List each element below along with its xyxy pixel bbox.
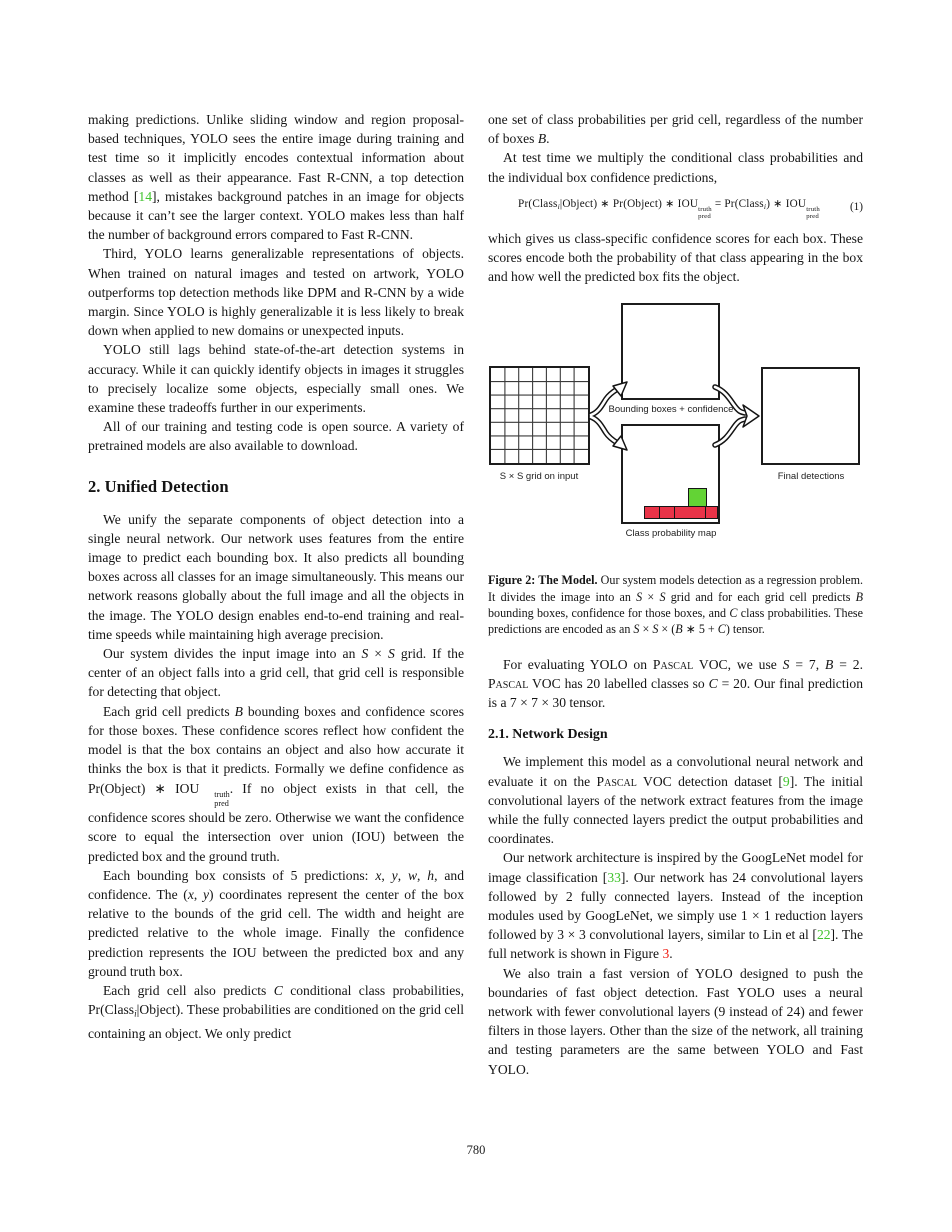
text-segment: Each grid cell predicts	[103, 703, 235, 719]
right-column	[488, 110, 863, 1079]
citation-link[interactable]: 22	[816, 927, 831, 943]
figure-2-caption	[488, 572, 863, 638]
class-map-red-cell	[644, 506, 660, 519]
text-segment: B	[855, 589, 864, 604]
text-segment: ]. The initial convolutional layers of the network extract features from the image while the fully connected layers predict the output probabilities and coordinates.	[488, 773, 863, 847]
text-segment: h	[427, 867, 435, 883]
text-segment: ) tensor.	[725, 622, 765, 637]
citation-link[interactable]: 33	[607, 869, 621, 885]
text-segment: = 20. Our final prediction is a 7 × 7 × 30 tensor.	[488, 676, 863, 711]
math-sup-sub: truth pred	[806, 205, 820, 220]
text-segment: conditional class probabilities, Pr(Class	[88, 982, 464, 1018]
citation-link[interactable]: 14	[138, 188, 152, 204]
class-map-red-cell	[659, 506, 675, 519]
paragraph	[488, 848, 863, 963]
text-segment: making predictions. Unlike sliding window and region proposal-based techniques, YOLO sees the entire image during training and test time so it implicitly encodes contextual information about classes as well as their appearance. Fast R-CNN, a top detection method [	[88, 112, 464, 204]
text-segment: Our system divides the input image into an	[103, 646, 362, 662]
text-segment: = 7,	[789, 656, 826, 672]
text-segment: x	[375, 867, 382, 883]
text-segment: grid. If the center of an object falls into a grid cell, that grid cell is responsible for detecting that object.	[88, 646, 464, 700]
text-segment: ×	[368, 646, 389, 662]
text-segment: . If no object exists in that cell, the confidence scores should be zero. Otherwise we want the confidence score to equal the intersection over union (IOU) between the predicted box and the ground truth.	[88, 780, 464, 864]
text-segment: We implement this model as a convolutional neural network and evaluate it on the	[488, 754, 863, 789]
section-heading: 2. Unified Detection	[88, 476, 229, 496]
text-segment: ) coordinates represent the center of the box relative to the bounds of the grid cell. The width and height are predicted relative to the whole image. Finally the confidence prediction represents the IOU between the predicted box and any ground truth box.	[88, 886, 464, 979]
text-segment: B	[825, 656, 834, 672]
text-segment: S	[388, 646, 395, 662]
paragraph	[88, 417, 464, 455]
text-segment: ) ∗ IOU	[766, 197, 807, 210]
text-segment: YOLO still lags behind state-of-the-art detection systems in accuracy. While it can quickly identify objects in images it struggles to precisely localize some objects, especially small ones. We examine these tradeoffs further in our experiments.	[88, 342, 464, 416]
text-segment: Our network architecture is inspired by the GoogLeNet model for image classification [	[488, 850, 863, 885]
figure-2-model	[488, 300, 863, 546]
paragraph	[88, 110, 464, 244]
text-segment: , and confidence. The (	[88, 867, 464, 902]
class-map-red-cell	[705, 506, 718, 519]
class-map-red-cell	[674, 506, 706, 519]
bounding-boxes-box	[621, 303, 720, 400]
text-segment: Each bounding box consists of 5 predictions:	[103, 867, 376, 883]
paragraph	[88, 866, 464, 981]
text-segment: ×	[642, 589, 660, 604]
text-segment: Our system models detection as a regression problem. It divides the image into an	[488, 573, 864, 604]
text-segment: ]. The full network is shown in Figure	[488, 927, 863, 962]
page-number: 780	[466, 1143, 486, 1157]
math-sup-sub: truth pred	[214, 789, 230, 808]
left-column	[88, 110, 464, 1043]
paragraph	[88, 340, 464, 417]
text-segment: S	[636, 589, 643, 604]
text-segment: B	[537, 131, 547, 147]
text-segment: VOC, we use	[693, 656, 783, 672]
text-segment: VOC detection dataset [	[636, 773, 783, 789]
text-segment: S	[659, 589, 666, 604]
text-segment: ,	[417, 867, 428, 883]
text-segment: All of our training and testing code is open source. A variety of pretrained models are also available to download.	[88, 419, 464, 454]
text-segment: Pascal	[596, 773, 637, 789]
final-detections-box	[761, 367, 860, 465]
text-segment: = Pr(Class	[711, 197, 764, 210]
paragraph	[488, 229, 863, 287]
text-segment: i	[134, 1008, 137, 1019]
text-segment: ∗ 5 +	[682, 622, 718, 637]
text-segment: B	[675, 622, 683, 637]
text-segment: ,	[397, 867, 408, 883]
bounding-boxes-label: Bounding boxes + confidence	[608, 404, 734, 416]
text-segment: class probabilities. These predictions are encoded as an	[488, 606, 864, 637]
paragraph	[488, 655, 863, 713]
text-segment: C	[729, 606, 738, 621]
equation-1	[488, 195, 863, 220]
text-segment: Figure 2: The Model.	[488, 573, 598, 588]
text-segment: |Object). These probabilities are conditioned on the grid cell containing an object. We only predict	[88, 1002, 464, 1041]
section-heading: 2.1. Network Design	[488, 727, 608, 743]
text-segment: |Object) ∗ Pr(Object) ∗ IOU	[559, 197, 699, 210]
text-segment: i	[763, 201, 767, 211]
paragraph	[88, 702, 464, 866]
figure-reference-link[interactable]: 3	[662, 946, 670, 962]
class-probability-map-box	[621, 424, 720, 524]
text-segment: We unify the separate components of object detection into a single neural network. Our network uses features from the entire image to predict each bounding box. It also predicts all bounding boxes across all classes for an image simultaneously. This means our network reasons globally about the full image and all the objects in the image. The YOLO design enables end-to-end training and real-time speeds while maintaining high average precision.	[88, 511, 464, 642]
text-segment: y	[202, 886, 210, 902]
class-probability-map-label: Class probability map	[625, 528, 717, 540]
text-segment: ,	[381, 867, 392, 883]
paragraph	[488, 148, 863, 186]
paragraph	[88, 244, 464, 340]
text-segment: bounding boxes, confidence for those boxes, and	[488, 606, 730, 621]
text-segment: w	[407, 867, 418, 883]
paragraph	[88, 644, 464, 702]
text-segment: For evaluating YOLO on	[503, 656, 653, 672]
text-segment: Each grid cell also predicts	[103, 982, 274, 998]
right-column-bottom-text	[488, 655, 863, 1079]
text-segment: We also train a fast version of YOLO designed to push the boundaries of fast object detection. Fast YOLO uses a neural network with fewer convolutional layers (9 instead of 24) and fewer filters in those layers. Other than the size of the network, all training and testing parameters are the same between YOLO and Fast YOLO.	[488, 965, 863, 1077]
class-map-green-cell	[688, 488, 707, 507]
text-segment: i	[557, 201, 560, 211]
grid-lines	[491, 368, 588, 463]
text-segment: ×	[639, 622, 653, 637]
text-segment: S	[361, 646, 369, 662]
text-segment: x	[187, 886, 194, 902]
text-segment: y	[391, 867, 398, 883]
text-segment: .	[546, 131, 550, 147]
text-segment: = 2.	[833, 656, 863, 672]
text-segment: S	[782, 656, 790, 672]
equation-number: (1)	[849, 200, 863, 213]
text-segment: ], mistakes background patches in an image for objects because it can’t see the larger context. YOLO makes less than half the number of background errors compared to Fast R-CNN.	[88, 188, 465, 243]
text-segment: .	[669, 946, 673, 962]
sxs-grid-box	[489, 366, 590, 465]
text-segment: Pascal	[488, 676, 529, 692]
paragraph	[488, 110, 863, 148]
grid-input-label: S × S grid on input	[499, 471, 579, 483]
text-segment: C	[708, 676, 718, 692]
equation-body	[488, 195, 850, 220]
text-segment: grid and for each grid cell predicts	[665, 589, 856, 604]
text-segment: C	[717, 622, 726, 637]
text-segment: Pr(Class	[518, 197, 558, 210]
text-segment: bounding boxes and confidence scores for those boxes. These confidence scores reflect how confident the model is that the box contains an object and also how accurate it thinks the box is that it predicts. Formally we define confidence as Pr(Object) ∗ IOU	[88, 703, 464, 796]
text-segment: which gives us class-specific confidence scores for each box. These scores encode both the probability of that class appearing in the box and how well the predicted box fits the object.	[488, 230, 863, 284]
final-detections-label: Final detections	[777, 471, 845, 483]
text-segment: S	[652, 622, 659, 637]
text-segment: Pascal	[652, 656, 694, 672]
citation-link[interactable]: 9	[782, 773, 790, 789]
text-segment: VOC has 20 labelled classes so	[528, 676, 709, 692]
text-segment: B	[234, 703, 243, 719]
text-segment: S	[633, 622, 640, 637]
right-column-top-text	[488, 110, 863, 286]
paragraph	[88, 510, 464, 644]
text-segment: C	[273, 982, 283, 998]
text-segment: Third, YOLO learns generalizable representations of objects. When trained on natural images and tested on artwork, YOLO outperforms top detection methods like DPM and R-CNN by a wide margin. Since YOLO is highly generalizable it is less likely to break down when applied to new domains or unexpected inputs.	[88, 246, 464, 339]
text-segment: one set of class probabilities per grid cell, regardless of the number of boxes	[488, 112, 863, 147]
text-segment: ]. Our network has 24 convolutional layers followed by 2 fully connected layers. Instead of the inception modules used by GoogLeNet, we simply use 1 × 1 reduction layers followed by 3 × 3 convolutional layers, similar to Lin et al [	[488, 869, 863, 943]
paragraph	[488, 964, 863, 1079]
text-segment: At test time we multiply the conditional class probabilities and the individual box confidence predictions,	[488, 150, 863, 185]
text-segment: × (	[658, 622, 676, 637]
paragraph	[88, 981, 464, 1043]
paragraph	[488, 752, 863, 848]
math-sup-sub: truth pred	[698, 205, 712, 220]
text-segment: ,	[193, 886, 203, 902]
